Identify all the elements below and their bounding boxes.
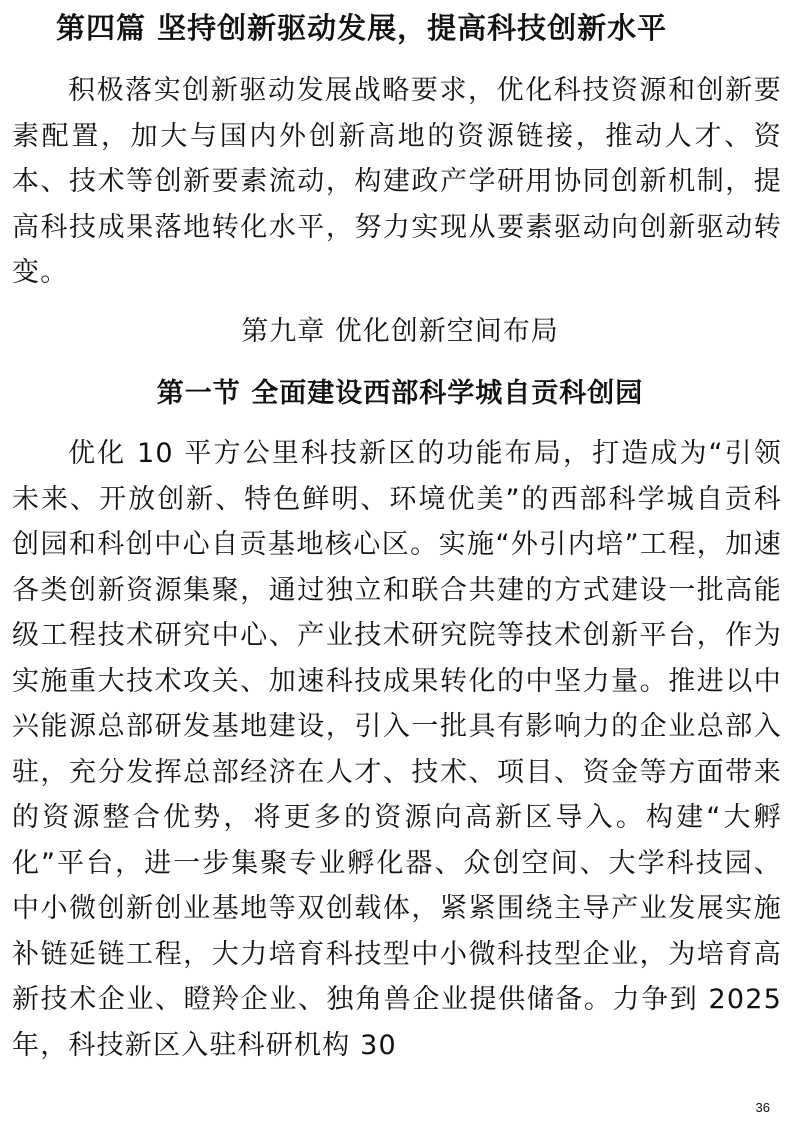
section-paragraph: 优化 10 平方公里科技新区的功能布局，打造成为“引领未来、开放创新、特色鲜明、环境优美”的西部科学城自贡科创园和科创中心自贡基地核心区。实施“外引内培”工程，加速各类创新资源集聚，通过独立和联合共建的方式建设一批高能级工程技术研究中心、产业技术研究院等技术创新平台，作为实施重大技术攻关、加速科技成果转化的中坚力量。推进以中兴能源总部研发基地建设，引入一批具有影响力的企业总部入驻，充分发挥总部经济在人才、技术、项目、资金等方面带来的资源整合优势，将更多的资源向高新区导入。构建“大孵化”平台，进一步集聚专业孵化器、众创空间、大学科技园、中小微创新创业基地等双创载体，紧紧围绕主导产业发展实施补链延链工程，大力培育科技型中小微科技型企业，为培育高新技术企业、瞪羚企业、独角兽企业提供储备。力争到 2025 年，科技新区入驻科研机构 30 xyxy=(12,438,782,1061)
section-title: 第一节 全面建设西部科学城自贡科创园 xyxy=(156,378,644,409)
page-number: 36 xyxy=(755,1100,770,1115)
part-title: 第四篇 坚持创新驱动发展，提高科技创新水平 xyxy=(56,11,668,45)
intro-paragraph: 积极落实创新驱动发展战略要求，优化科技资源和创新要素配置，加大与国内外创新高地的资源链接，推动人才、资本、技术等创新要素流动，构建政产学研用协同创新机制，提高科技成果落地转化水平，努力实现从要素驱动向创新驱动转变。 xyxy=(12,75,782,288)
chapter-title: 第九章 优化创新空间布局 xyxy=(241,316,559,347)
